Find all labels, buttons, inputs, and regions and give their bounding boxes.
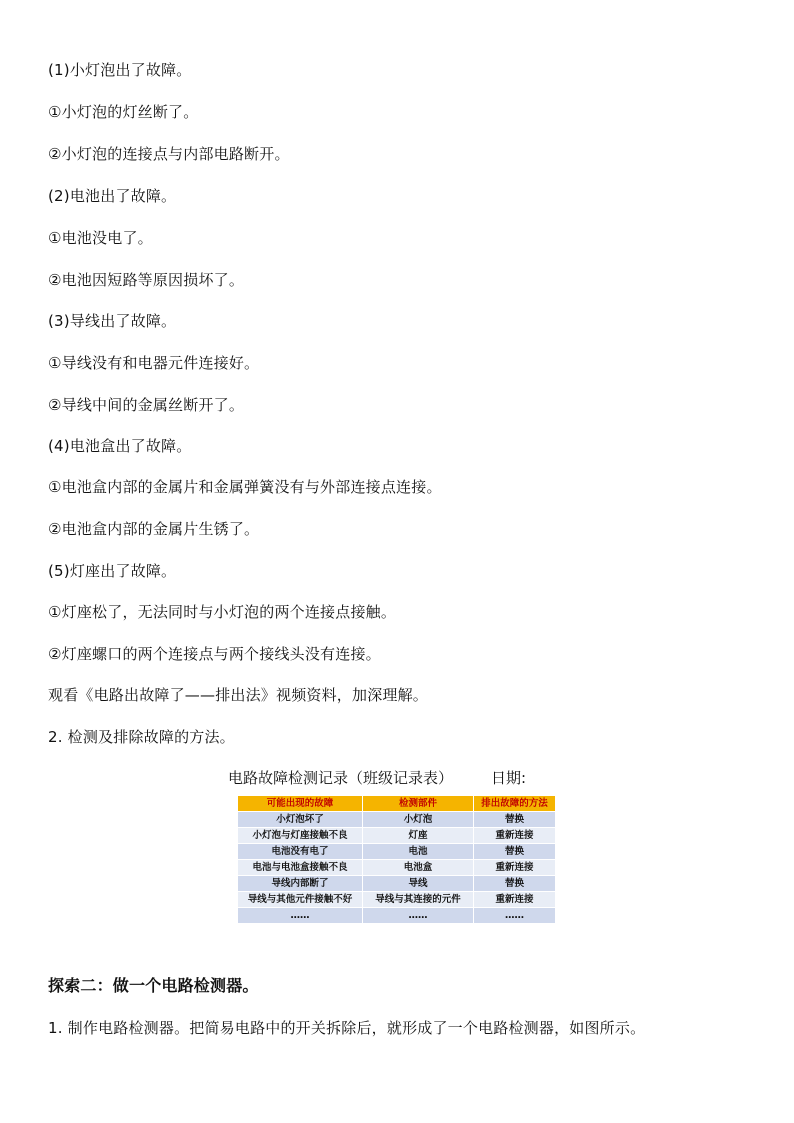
fault-wire-item-1: ①导线没有和电器元件连接好。 [48, 354, 260, 372]
fault-bulb-heading: (1)小灯泡出了故障。 [48, 61, 192, 79]
cell-method: 重新连接 [474, 892, 556, 908]
table-title [228, 768, 526, 788]
date-label: 日期: [491, 769, 527, 787]
cell-part: 电池 [363, 844, 474, 860]
section-heading: 探索二：做一个电路检测器。 [48, 976, 259, 995]
table-row [238, 892, 556, 908]
fault-lamp-holder-item-1: ①灯座松了，无法同时与小灯泡的两个连接点接触。 [48, 603, 397, 621]
cell-method: 重新连接 [474, 860, 556, 876]
fault-battery-box-item-2: ②电池盒内部的金属片生锈了。 [48, 520, 260, 538]
cell-fault: 导线与其他元件接触不好 [238, 892, 363, 908]
fault-battery-item-1: ①电池没电了。 [48, 229, 153, 247]
table-header-row [238, 796, 556, 812]
table-row [238, 876, 556, 892]
cell-fault: 电池与电池盒接触不良 [238, 860, 363, 876]
cell-part: 小灯泡 [363, 812, 474, 828]
fault-battery-heading: (2)电池出了故障。 [48, 187, 177, 205]
header-possible-fault: 可能出现的故障 [238, 796, 363, 812]
cell-fault: 小灯泡坏了 [238, 812, 363, 828]
table-title-text: 电路故障检测记录（班级记录表） [228, 769, 454, 787]
fault-bulb-item-2: ②小灯泡的连接点与内部电路断开。 [48, 145, 290, 163]
cell-fault: 导线内部断了 [238, 876, 363, 892]
fault-wire-item-2: ②导线中间的金属丝断开了。 [48, 396, 245, 414]
cell-part: …… [363, 908, 474, 924]
fault-battery-box-item-1: ①电池盒内部的金属片和金属弹簧没有与外部连接点连接。 [48, 478, 442, 496]
fault-lamp-holder-heading: (5)灯座出了故障。 [48, 562, 177, 580]
video-note: 观看《电路出故障了——排出法》视频资料，加深理解。 [48, 686, 429, 704]
header-fix-method: 排出故障的方法 [474, 796, 556, 812]
cell-method: 重新连接 [474, 828, 556, 844]
table-row [238, 908, 556, 924]
cell-part: 灯座 [363, 828, 474, 844]
cell-method: 替换 [474, 812, 556, 828]
fault-lamp-holder-item-2: ②灯座螺口的两个连接点与两个接线头没有连接。 [48, 645, 381, 663]
section-item-1: 1. 制作电路检测器。把简易电路中的开关拆除后，就形成了一个电路检测器，如图所示。 [48, 1019, 646, 1037]
table-row [238, 812, 556, 828]
fault-battery-item-2: ②电池因短路等原因损坏了。 [48, 271, 245, 289]
cell-fault: …… [238, 908, 363, 924]
cell-method: …… [474, 908, 556, 924]
header-check-part: 检测部件 [363, 796, 474, 812]
cell-part: 导线与其连接的元件 [363, 892, 474, 908]
fault-battery-box-heading: (4)电池盒出了故障。 [48, 437, 192, 455]
cell-part: 电池盒 [363, 860, 474, 876]
fault-wire-heading: (3)导线出了故障。 [48, 312, 177, 330]
table-row [238, 860, 556, 876]
fault-bulb-item-1: ①小灯泡的灯丝断了。 [48, 103, 199, 121]
fault-record-table [237, 795, 556, 924]
cell-method: 替换 [474, 844, 556, 860]
table-row [238, 828, 556, 844]
method-heading: 2. 检测及排除故障的方法。 [48, 728, 235, 746]
cell-method: 替换 [474, 876, 556, 892]
cell-fault: 小灯泡与灯座接触不良 [238, 828, 363, 844]
cell-fault: 电池没有电了 [238, 844, 363, 860]
cell-part: 导线 [363, 876, 474, 892]
table-row [238, 844, 556, 860]
